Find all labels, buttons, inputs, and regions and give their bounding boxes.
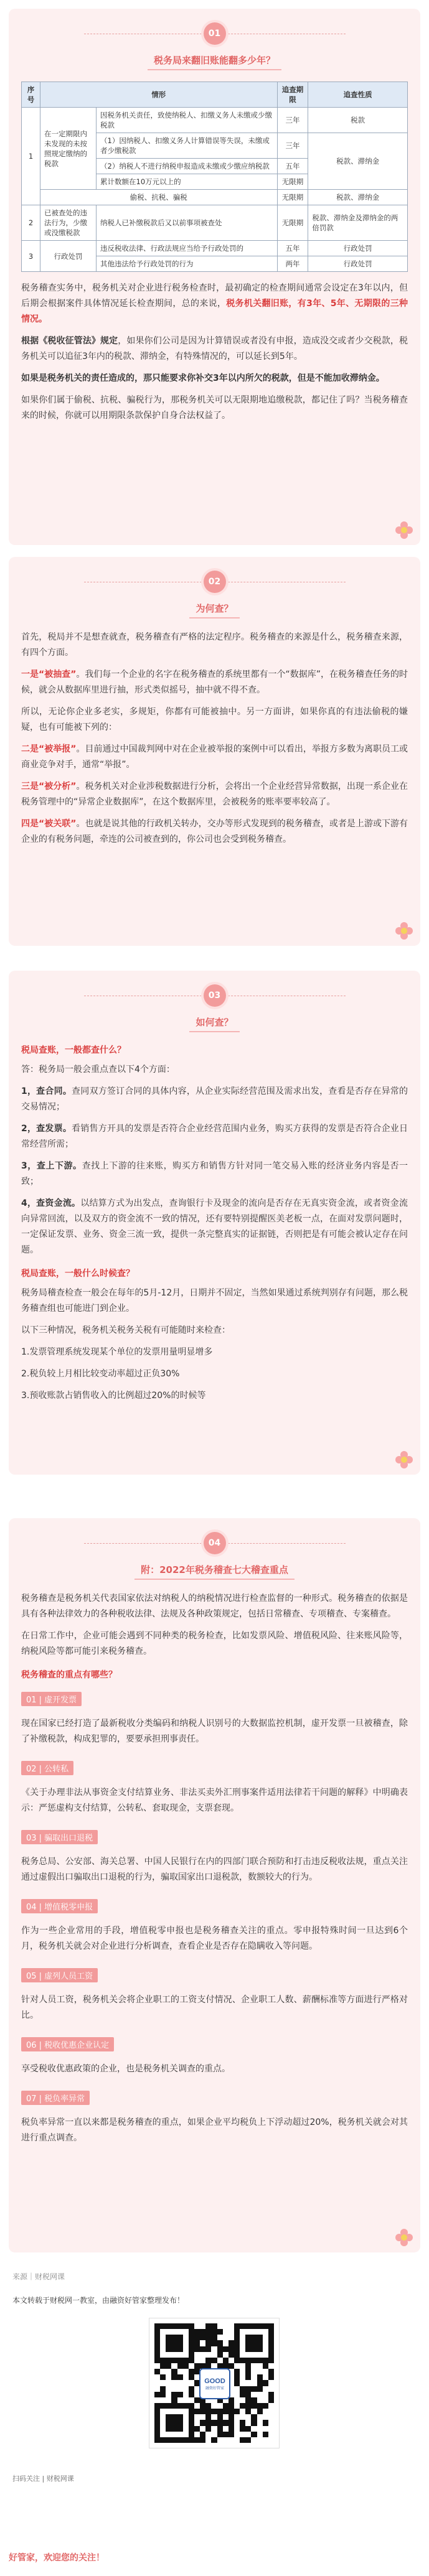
focus-tag: 06 | 税收优惠企业认定 bbox=[21, 2037, 114, 2051]
paragraph: 3，查上下游。查找上下游的往来账，购买方和销售方针对同一笔交易入账的经济业务内容是否一致； bbox=[21, 1161, 408, 1187]
focus-tag: 05 | 虚列人员工资 bbox=[21, 1968, 98, 1982]
section-number-badge: 03 bbox=[204, 984, 226, 1007]
section-title: 为何查？ bbox=[189, 599, 239, 618]
section-4-header bbox=[21, 1532, 408, 1580]
section-title: 附：2022年税务稽查七大稽查重点 bbox=[134, 1561, 295, 1580]
question-heading: 税局查账，一般什么时候查？ bbox=[21, 1269, 134, 1279]
paragraph: 税务局稽查检查一般会在每年的5月-12月，日期并不固定，当然如果通过系统判别存有问题，那么税务稽查组也可能进门到企业。 bbox=[21, 1288, 408, 1314]
list-item: 1.发票管理系统发现某个单位的发票用量明显增多 bbox=[21, 1347, 213, 1357]
section-1-header bbox=[21, 22, 408, 70]
focus-tag: 01 | 虚开发票 bbox=[21, 1692, 82, 1706]
flower-icon bbox=[395, 922, 413, 940]
source-line: 来源｜财税网课 bbox=[12, 2272, 65, 2281]
section-3-card bbox=[9, 971, 420, 1475]
paragraph: 税务稽查是税务机关代表国家依法对纳税人的纳税情况进行检查监督的一种形式。税务稽查的依据是具有各种法律效力的各种税收法律、法规及各种政策规定，包括日常稽查、专项稽查、专案稽查。 bbox=[21, 1594, 408, 1619]
table-header: 序号 bbox=[22, 82, 40, 108]
paragraph: 所以，无论你企业多老实，多规矩，你都有可能被抽中。另一方面讲，如果你真的有违法偷税的嫌疑，也有可能被下列的： bbox=[21, 707, 408, 732]
paragraph: 在日常工作中，企业可能会遇到不同种类的税务检查，比如发票风险、增值税风险、往来账风险等，纳税风险等都可能引来税务稽查。 bbox=[21, 1631, 408, 1656]
paragraph: 四是“被关联”。也就是说其他的行政机关转办，交办等形式发现到的税务稽查，或者是上游或下游有企业的有税务问题，牵连的公司被查到的，你公司也会受到税务稽查。 bbox=[21, 819, 408, 844]
flower-icon bbox=[395, 1451, 413, 1468]
table-row: 2 已被查处的违法行为，少缴或没缴税款 纳税人已补缴税款后又以前事项被查处 无限期 税款、滞纳金及滞纳金的两倍罚款 bbox=[22, 205, 408, 241]
table-row: 偷税、抗税、骗税 无限期 税款、滞纳金 bbox=[22, 190, 408, 205]
section-3-header bbox=[21, 984, 408, 1032]
follow-cta: 好管家，欢迎您的关注！ bbox=[9, 2553, 105, 2563]
paragraph: 首先，税局并不是想查就查，税务稽查有严格的法定程序。税务稽查的来源是什么，税务稽查来源，有四个方面。 bbox=[21, 632, 408, 658]
paragraph: 二是“被举报”。目前通过中国裁判网中对在企业被举报的案例中可以看出，举报方多数为离职员工或商业竞争对手，通常“举报”。 bbox=[21, 744, 408, 770]
section-number-badge: 02 bbox=[204, 571, 226, 593]
qr-caption: 扫码关注 | 财税网课 bbox=[12, 2475, 74, 2483]
list-item: 2.税负较上月相比较变动率超过正负30% bbox=[21, 1369, 180, 1379]
focus-item: 03 | 骗取出口退税 税务总局、公安部、海关总署、中国人民银行在内的四部门联合预防和打击违反税收法规，重点关注通过虚假出口骗取出口退税的行为，骗取国家出口退税款，数额较大的行为。 bbox=[21, 1822, 408, 1885]
question-heading: 税局查账，一般都查什么？ bbox=[21, 1045, 126, 1055]
focus-tag: 07 | 税负率异常 bbox=[21, 2091, 90, 2105]
section-title: 税务局来翻旧账能翻多少年？ bbox=[148, 51, 281, 70]
tax-period-table bbox=[21, 82, 408, 272]
section-number-badge: 01 bbox=[204, 22, 226, 45]
paragraph: 税务稽查实务中，税务机关对企业进行税务检查时，最初确定的检查期间通常会设定在3年以内，但后期会根据案件具体情况延长检查期间，总的来说，税务机关翻旧账，有3年、5年、无期限的三种情况。 bbox=[21, 283, 408, 324]
flower-icon bbox=[395, 521, 413, 539]
subsection-heading: 税务稽查的重点有哪些？ bbox=[21, 1670, 117, 1680]
paragraph: 根据《税收征管法》规定，如果你们公司是因为计算错误或者没有申报，造成没交或者少交税款，税务机关可以追征3年内的税款、滞纳金，有特殊情况的，可以延长到5年。 bbox=[21, 336, 408, 362]
table-row: 1 在一定期限内未发现的未按照规定缴纳的税款 因税务机关责任，致使纳税人、扣缴义务人未缴或少缴税款 三年 税款 bbox=[22, 108, 408, 133]
focus-item: 04 | 增值税零申报 作为一些企业常用的手段，增值税零申报也是税务稽查关注的重点。零申报特殊时间一旦达到6个月，税务机关就会对企业进行分析调查，查看企业是否存在隐瞒收入等问题。 bbox=[21, 1892, 408, 1954]
section-2-header bbox=[21, 571, 408, 618]
focus-item: 06 | 税收优惠企业认定 享受税收优惠政策的企业，也是税务机关调查的重点。 bbox=[21, 2030, 408, 2077]
table-row: 3 行政处罚 违反税收法律、行政法规应当给予行政处罚的 五年 行政处罚 bbox=[22, 241, 408, 256]
list-item: 3.预收账款占销售收入的比例超过20%的时候等 bbox=[21, 1391, 206, 1401]
focus-item: 02 | 公转私 《关于办理非法从事资金支付结算业务、非法买卖外汇刑事案件适用法律若干问题的解释》中明确表示：严惩虚构支付结算，公转私、套取现金，支票套现。 bbox=[21, 1753, 408, 1816]
paragraph: 以下三种情况，税务机关税务关税有可能随时来检查： bbox=[21, 1325, 230, 1335]
table-row: 其他违法给予行政处罚的行为 两年 行政处罚 bbox=[22, 256, 408, 272]
section-title: 如何查？ bbox=[189, 1013, 239, 1032]
focus-item: 05 | 虚列人员工资 针对人员工资，税务机关会将企业职工的工资支付情况、企业职工人数、薪酬标准等方面进行严格对比。 bbox=[21, 1961, 408, 2023]
flower-icon bbox=[395, 2229, 413, 2246]
paragraph: 1，查合同。查同双方签订合同的具体内容，从企业实际经营范围及需求出发，查看是否存在异常的交易情况； bbox=[21, 1086, 408, 1112]
focus-item: 07 | 税负率异常 税负率异常一直以来都是税务稽查的重点，如果企业平均税负上下浮动超过20%，税务机关就会对其进行重点调查。 bbox=[21, 2083, 408, 2146]
focus-item: 01 | 虚开发票 现在国家已经打造了最新税收分类编码和纳税人识别号的大数据监控机制，虚开发票一旦被稽查，除了补缴税款，构成犯罪的，要要承担刑事责任。 bbox=[21, 1684, 408, 1747]
section-number-badge: 04 bbox=[204, 1532, 226, 1554]
table-row: 累计数额在10万元以上的 无限期 bbox=[22, 174, 408, 190]
table-header: 追查性质 bbox=[308, 82, 408, 108]
table-header: 追查期限 bbox=[277, 82, 308, 108]
table-row: （2）纳税人不进行纳税申报造成未缴或少缴应纳税款 五年 bbox=[22, 159, 408, 174]
paragraph: 如果是税务机关的责任造成的，那只能要求你补交3年以内所欠的税款，但是不能加收滞纳金。 bbox=[21, 373, 385, 383]
repost-note: 本文转载于财税网一教室，由融资好管家整理发布！ bbox=[12, 2296, 185, 2305]
qr-logo: GOOD 融资好管家 bbox=[199, 2368, 230, 2399]
table-row: （1）因纳税人、扣缴义务人计算错误等失误，未缴或者少缴税款 三年 税款、滞纳金 bbox=[22, 133, 408, 159]
focus-tag: 02 | 公转私 bbox=[21, 1761, 73, 1775]
focus-tag: 04 | 增值税零申报 bbox=[21, 1899, 98, 1913]
paragraph: 答：税务局一般会重点查以下4个方面： bbox=[21, 1065, 175, 1075]
qr-code[interactable] bbox=[149, 2318, 280, 2448]
table-header: 情形 bbox=[40, 82, 278, 108]
paragraph: 如果你们属于偷税、抗税、骗税行为，那税务机关可以无限期地追缴税款，都记住了吗？当税务稽查来的时候，你就可以用期限条款保护自身合法权益了。 bbox=[21, 395, 408, 421]
paragraph: 一是“被抽查”。我们每一个企业的名字在税务稽查的系统里都有一个“数据库”，在税务稽查任务的时候，就会从数据库里进行抽，形式类似摇号，抽中就不得不查。 bbox=[21, 670, 408, 695]
paragraph: 4，查资金流。以结算方式为出发点，查询银行卡及现金的流向是否存在无真实资金流，或者资金流向异常回流，以及双方的资金流不一致的情况，还有要特别提醒医美老板一点，在面对发票问题时，一定保证发票、业务、资金三流一致，提供一条完整真实的证据链，否则把是有可能会被认定存在问题。 bbox=[21, 1198, 408, 1255]
section-4-card bbox=[9, 1518, 420, 2252]
section-2-card bbox=[9, 557, 420, 946]
section-1-card bbox=[9, 9, 420, 545]
focus-tag: 03 | 骗取出口退税 bbox=[21, 1830, 98, 1844]
paragraph: 2，查发票。看销售方开具的发票是否符合企业经营范围内业务，购买方获得的发票是否符合企业日常经营所需； bbox=[21, 1124, 408, 1149]
paragraph: 三是“被分析”。税务机关对企业涉税数据进行分析，会将出一个企业经营异常数据，出现一系企业在税务管理中的“异常企业数据库”，在这个数据库里，会被税务的账率要率较高了。 bbox=[21, 782, 408, 807]
